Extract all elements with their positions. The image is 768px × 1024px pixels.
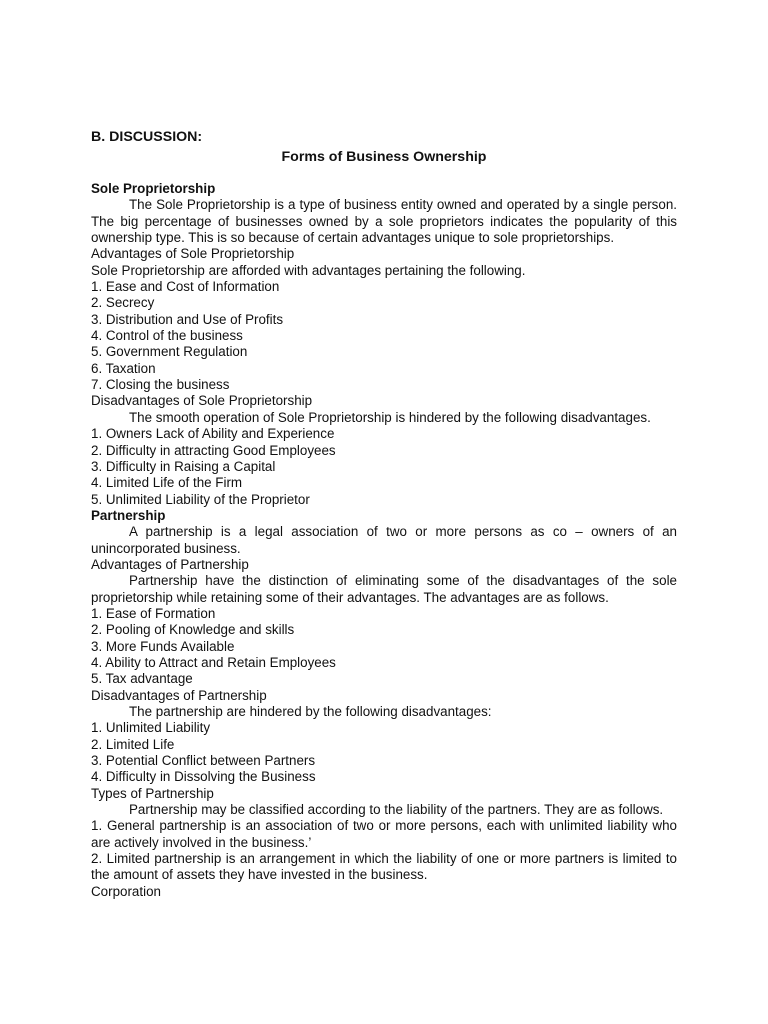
heading-sole-advantages: Advantages of Sole Proprietorship [91,246,295,262]
list-item: 3. Potential Conflict between Partners [91,753,316,769]
section-label: B. DISCUSSION: [91,129,203,145]
sole-disadvantages-intro: The smooth operation of Sole Proprietorship is hindered by the following disadvantages. [129,409,651,425]
list-item: 6. Taxation [91,360,156,376]
partnership-types-list [91,818,677,883]
heading-sole-disadvantages: Disadvantages of Sole Proprietorship [91,393,313,409]
heading-partnership-advantages: Advantages of Partnership [91,556,249,572]
partnership-advantages-intro: Partnership have the distinction of eliminating some of the disadvantages of the sole proprietorship while retaining some of their advantages. The advantages are as follows. [91,573,677,605]
partnership-disadvantages-intro: The partnership are hindered by the following disadvantages: [129,704,492,719]
list-item: 3. Difficulty in Raising a Capital [91,458,276,474]
list-item: 7. Closing the business [91,377,230,393]
list-item: 2. Pooling of Knowledge and skills [91,622,295,638]
list-item: 4. Ability to Attract and Retain Employees [91,654,336,670]
list-item: 2. Difficulty in attracting Good Employees [91,442,336,458]
heading-partnership: Partnership [91,507,166,523]
partnership-advantages-list [91,606,677,688]
list-item: 1. Unlimited Liability [91,720,211,736]
sole-advantages-intro: Sole Proprietorship are afforded with advantages pertaining the following. [91,262,526,278]
list-item: 5. Unlimited Liability of the Proprietor [91,491,310,507]
list-item: 3. Distribution and Use of Profits [91,311,284,327]
list-item: 1. Owners Lack of Ability and Experience [91,426,335,442]
sole-advantages-list [91,279,677,393]
sole-disadvantages-list [91,426,677,508]
heading-partnership-disadvantages: Disadvantages of Partnership [91,687,267,703]
partnership-types-intro: Partnership may be classified according to the liability of the partners. They are as follows. [129,802,664,818]
list-item: 1. Ease and Cost of Information [91,279,280,295]
list-item: 2. Limited Life [91,736,175,752]
partnership-intro-paragraph: A partnership is a legal association of two or more persons as co – owners of an unincorporated business. [91,524,677,556]
list-item: 1. General partnership is an association of two or more persons, each with unlimited liability who are actively involved in the business.’ [91,818,677,850]
list-item: 5. Government Regulation [91,344,248,360]
list-item: 3. More Funds Available [91,638,235,654]
heading-types-of-partnership: Types of Partnership [91,785,214,801]
list-item: 4. Limited Life of the Firm [91,475,243,491]
document-page [91,128,677,900]
list-item: 4. Control of the business [91,328,243,344]
partnership-disadvantages-list [91,720,677,785]
list-item: 1. Ease of Formation [91,605,216,621]
heading-corporation: Corporation [91,883,161,899]
list-item: 5. Tax advantage [91,671,193,687]
sole-intro-paragraph: The Sole Proprietorship is a type of business entity owned and operated by a single person. The big percentage of businesses owned by a sole proprietors indicates the popularity of this ownership type. This is so because of certain advantages unique to sole proprietorships. [91,197,677,246]
spacer [91,166,677,181]
list-item: 2. Secrecy [91,295,155,311]
document-title: Forms of Business Ownership [281,149,487,165]
heading-sole-proprietorship: Sole Proprietorship [91,181,216,196]
list-item: 2. Limited partnership is an arrangement in which the liability of one or more partners is limited to the amount of assets they have invested in the business. [91,851,677,883]
list-item: 4. Difficulty in Dissolving the Business [91,769,316,785]
